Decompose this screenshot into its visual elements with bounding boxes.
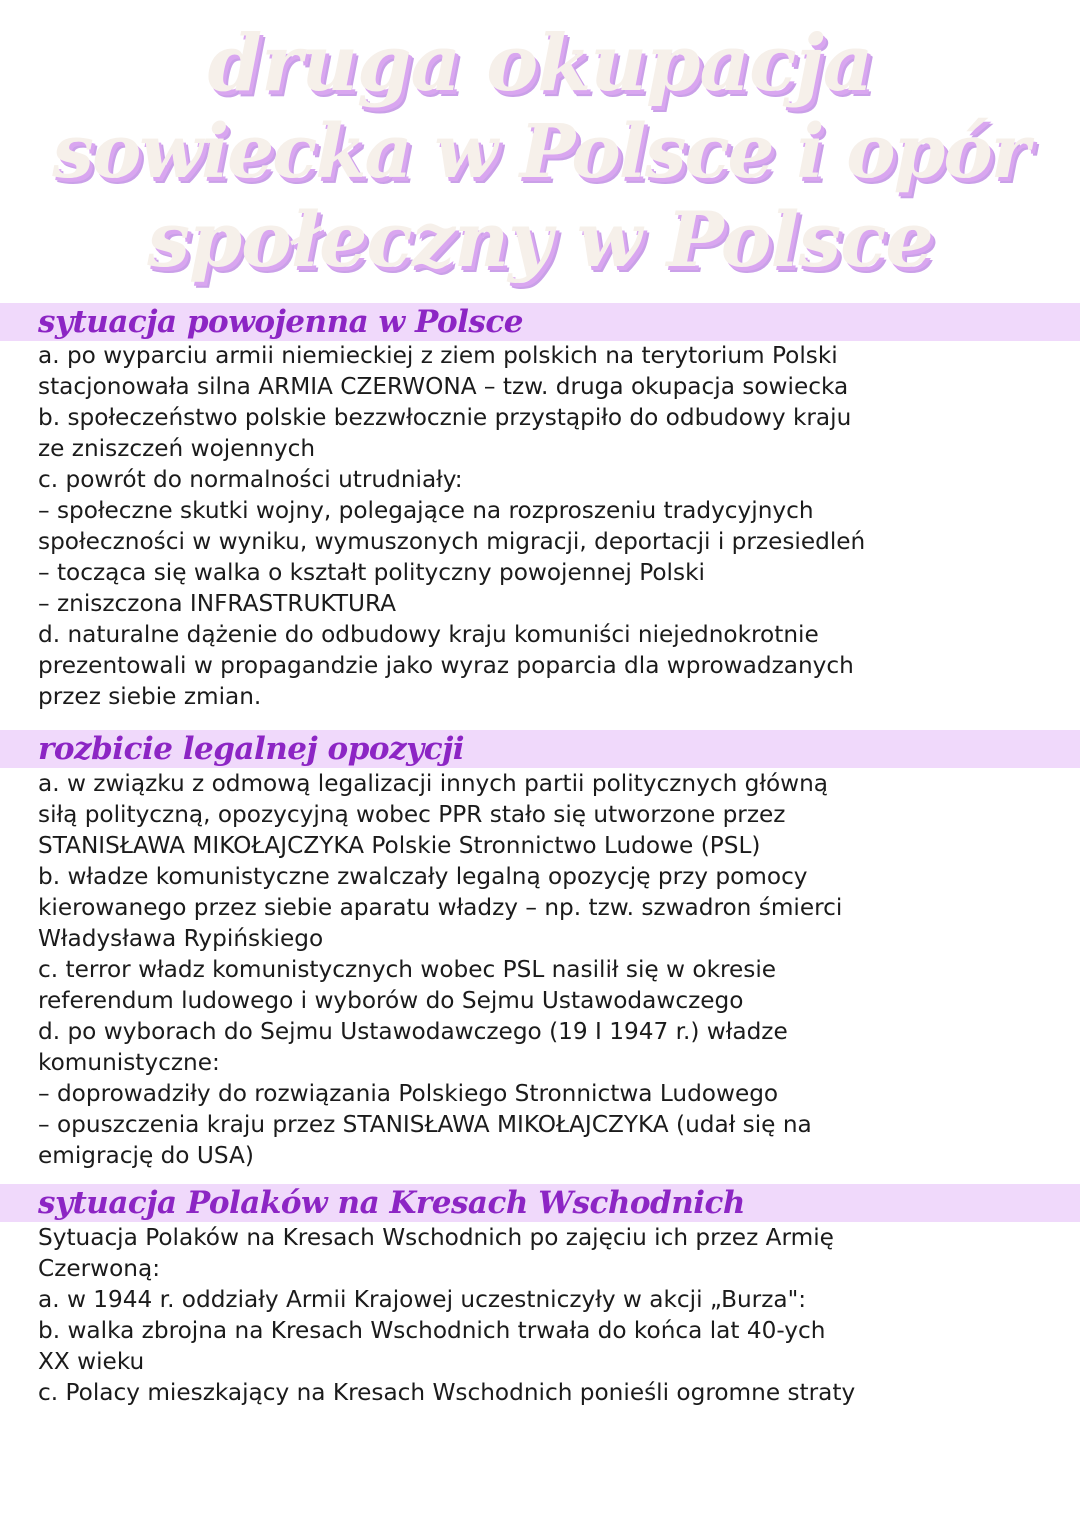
text-line: stacjonowała silna ARMIA CZERWONA – tzw. druga okupacja sowiecka xyxy=(38,373,849,400)
section-heading: sytuacja powojenna w Polsce xyxy=(38,304,523,340)
section-heading: rozbicie legalnej opozycji xyxy=(38,731,465,767)
text-line: c. terror władz komunistycznych wobec PSL nasilił się w okresie xyxy=(38,956,777,983)
text-line: przez siebie zmian. xyxy=(38,683,262,710)
section-body xyxy=(38,340,1068,712)
section-body xyxy=(38,1222,1068,1408)
text-line: d. po wyborach do Sejmu Ustawodawczego (19 I 1947 r.) władze xyxy=(38,1018,788,1045)
title-line-2: sowiecka w Polsce i opór xyxy=(52,109,1028,195)
text-line: – zniszczona INFRASTRUKTURA xyxy=(38,590,397,617)
text-line: a. w związku z odmową legalizacji innych partii politycznych główną xyxy=(38,770,828,797)
text-line: – doprowadziły do rozwiązania Polskiego Stronnictwa Ludowego xyxy=(38,1080,779,1107)
text-line: – społeczne skutki wojny, polegające na rozproszeniu tradycyjnych xyxy=(38,497,814,524)
text-line: prezentowali w propagandzie jako wyraz poparcia dla wprowadzanych xyxy=(38,652,854,679)
section-heading-bar xyxy=(0,730,1080,768)
title-line-1: druga okupacja xyxy=(207,18,873,109)
text-line: społeczności w wyniku, wymuszonych migracji, deportacji i przesiedleń xyxy=(38,528,866,555)
text-line: Czerwoną: xyxy=(38,1255,161,1282)
section-heading-bar xyxy=(0,1184,1080,1222)
text-line: – opuszczenia kraju przez STANISŁAWA MIKOŁAJCZYKA (udał się na xyxy=(38,1111,812,1138)
text-line: b. walka zbrojna na Kresach Wschodnich trwała do końca lat 40-ych xyxy=(38,1317,826,1344)
text-line: c. powrót do normalności utrudniały: xyxy=(38,466,463,493)
text-line: – tocząca się walka o kształt polityczny powojennej Polski xyxy=(38,559,705,586)
text-line: d. naturalne dążenie do odbudowy kraju komuniści niejednokrotnie xyxy=(38,621,819,648)
text-line: komunistyczne: xyxy=(38,1049,220,1076)
title-line-3: społeczny w Polsce xyxy=(147,195,933,284)
text-line: STANISŁAWA MIKOŁAJCZYKA Polskie Stronnictwo Ludowe (PSL) xyxy=(38,832,761,859)
text-line: Sytuacja Polaków na Kresach Wschodnich po zajęciu ich przez Armię xyxy=(38,1224,834,1251)
section-body xyxy=(38,768,1068,1171)
text-line: a. po wyparciu armii niemieckiej z ziem polskich na terytorium Polski xyxy=(38,342,838,369)
text-line: ze zniszczeń wojennych xyxy=(38,435,316,462)
text-line: referendum ludowego i wyborów do Sejmu Ustawodawczego xyxy=(38,987,744,1014)
page-title xyxy=(0,20,1080,284)
text-line: emigrację do USA) xyxy=(38,1142,254,1169)
text-line: XX wieku xyxy=(38,1348,145,1375)
text-line: siłą polityczną, opozycyjną wobec PPR stało się utworzone przez xyxy=(38,801,786,828)
text-line: kierowanego przez siebie aparatu władzy – np. tzw. szwadron śmierci xyxy=(38,894,843,921)
text-line: c. Polacy mieszkający na Kresach Wschodnich ponieśli ogromne straty xyxy=(38,1379,856,1406)
section-heading-bar xyxy=(0,303,1080,341)
text-line: b. władze komunistyczne zwalczały legalną opozycję przy pomocy xyxy=(38,863,808,890)
text-line: b. społeczeństwo polskie bezzwłocznie przystąpiło do odbudowy kraju xyxy=(38,404,852,431)
section-heading: sytuacja Polaków na Kresach Wschodnich xyxy=(38,1185,745,1221)
text-line: a. w 1944 r. oddziały Armii Krajowej uczestniczyły w akcji „Burza": xyxy=(38,1286,807,1313)
text-line: Władysława Rypińskiego xyxy=(38,925,324,952)
